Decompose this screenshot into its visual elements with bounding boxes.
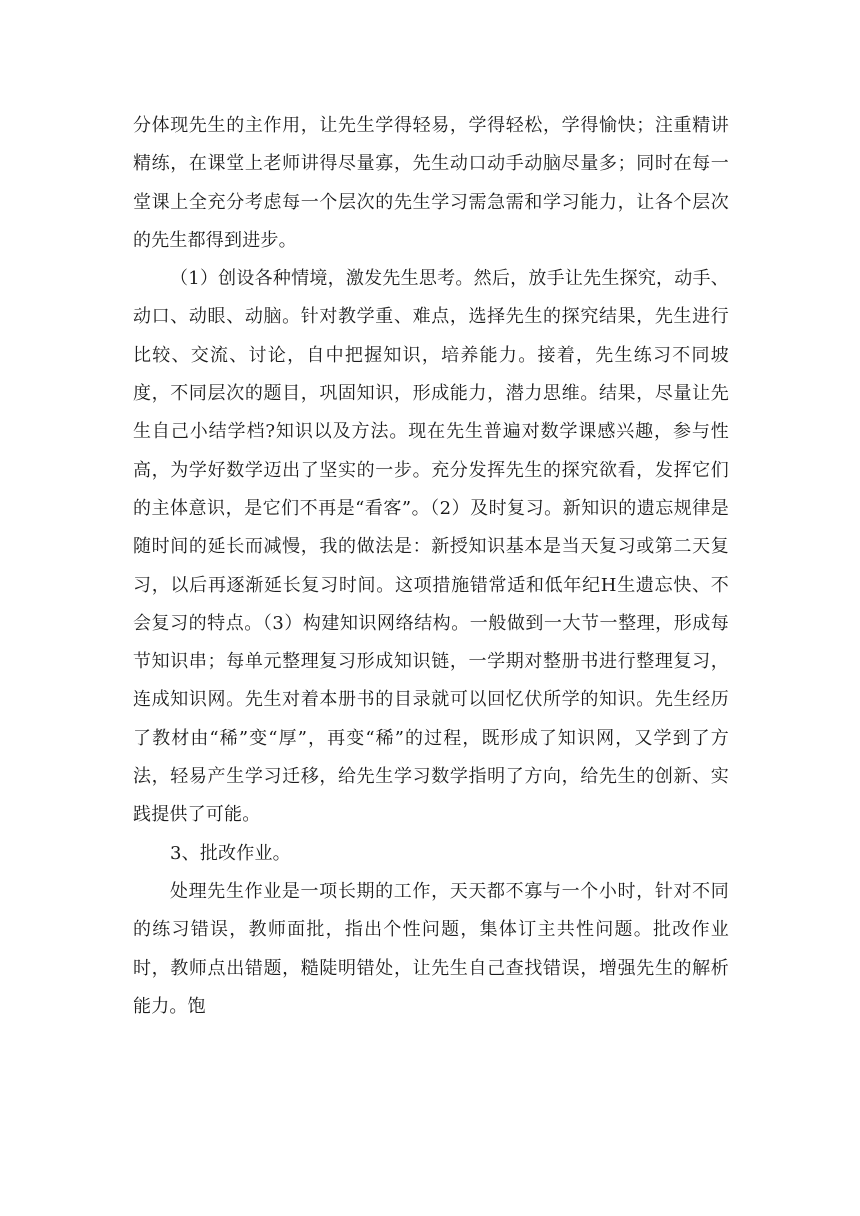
paragraph-homework: 处理先生作业是一项长期的工作，天天都不寡与一个小时，针对不同的练习错误，教师面批，指出个性问题，集体订主共性问题。批改作业时，教师点出错题，糙陡明错处，让先生自己查找错误，增强先生的解析能力。饱 — [133, 880, 729, 1017]
paragraph-intro: 分体现先生的主作用，让先生学得轻易，学得轻松，学得愉快；注重精讲精练，在课堂上老师讲得尽量寡，先生动口动手动脑尽量多；同时在每一堂课上全充分考虑每一个层次的先生学习需急需和学习能力，让各个层次的先生都得到进步。 — [133, 115, 729, 251]
paragraph-measures: （1）创设各种情境，激发先生思考。然后，放手让先生探究，动手、动口、动眼、动脑。针对教学重、难点，选择先生的探究结果，先生进行比较、交流、讨论，自中把握知识，培养能力。接着，先生练习不同坡度，不同层次的题目，巩固知识，形成能力，潜力思维。结果，尽量让先生自己小结学档?知识以及方法。现在先生普遍对数学课感兴趣，参与性高，为学好数学迈出了坚实的一步。充分发挥先生的探究欲看，发挥它们的主体意识，是它们不再是“看客”。（2）及时复习。新知识的遗忘规律是随时间的延长而减慢，我的做法是：新授知识基本是当天复习或第二天复习，以后再逐渐延长复习时间。这项措施错常适和低年纪Н生遗忘快、不会复习的特点。（3）构建知识网络结构。一般做到一大节一整理，形成每节知识串；每单元整理复习形成知识链，一学期对整册书进行整理复习，连成知识网。先生对着本册书的目录就可以回忆伏所学的知识。先生经历了教材由“稀”变“厚”，再变“稀”的过程，既形成了知识网，又学到了方法，轻易产生学习迁移，给先生学习数学指明了方向，给先生的创新、实践提供了可能。 — [133, 268, 729, 826]
document-body — [133, 107, 729, 1026]
section-heading-homework: 3、批改作业。 — [170, 842, 291, 864]
